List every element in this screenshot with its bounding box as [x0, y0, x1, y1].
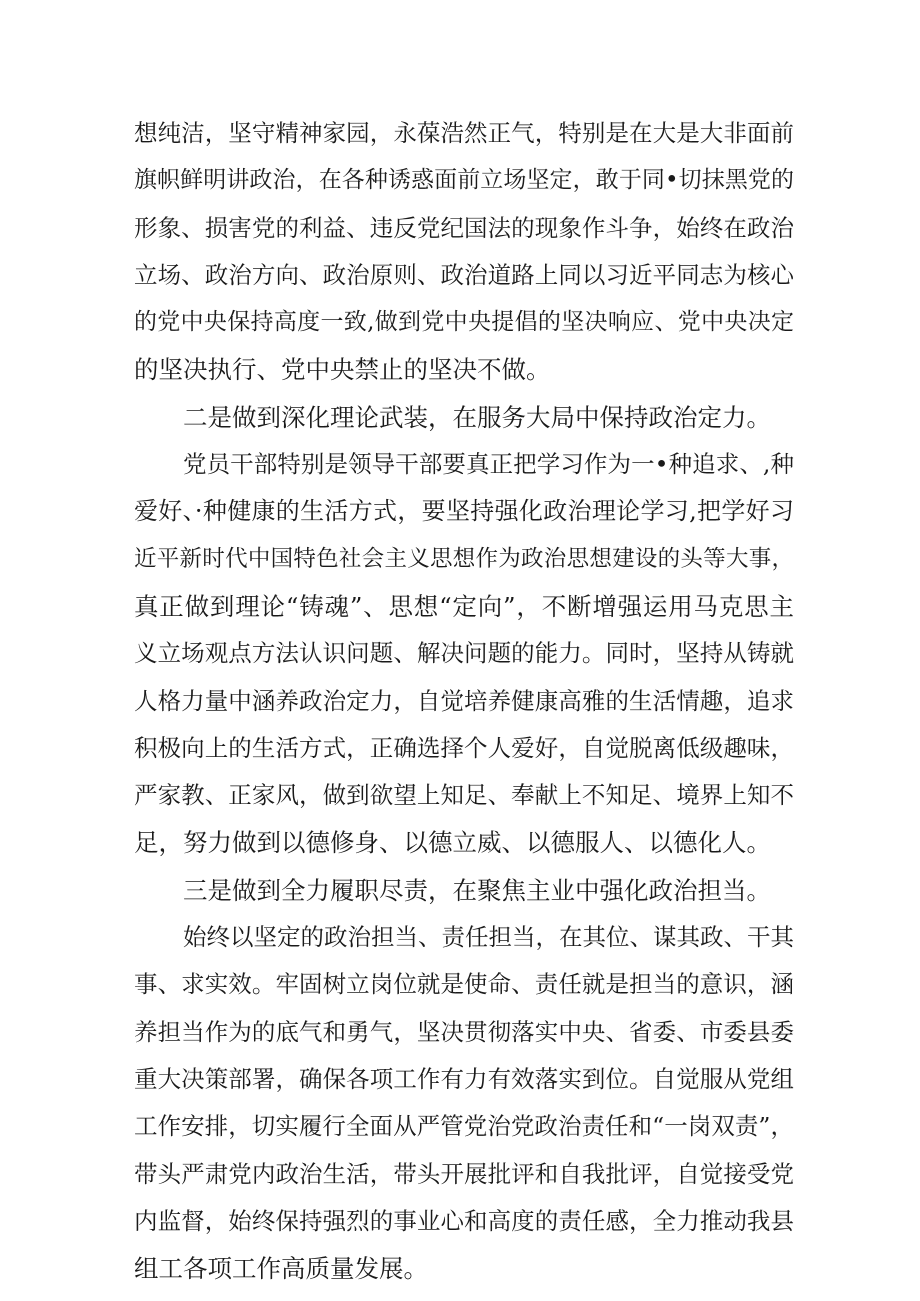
text-line: 义立场观点方法认识问题、解决问题的能力。同时，坚持从铸就 — [134, 639, 794, 668]
text-line: 工作安排，切实履行全面从严管党治党政治责任和“一岗双责”， — [134, 1112, 794, 1141]
text-line: 形象、损害党的利益、违反党纪国法的现象作斗争，始终在政治 — [134, 213, 794, 242]
text-line: 积极向上的生活方式，正确选择个人爱好，自觉脱离低级趣味， — [134, 733, 794, 762]
text-line: 三是做到全力履职尽责，在聚焦主业中强化政治担当。 — [183, 875, 771, 905]
text-line: 养担当作为的底气和勇气，坚决贯彻落实中央、省委、市委县委 — [134, 1017, 794, 1046]
text-line: 二是做到深化理论武装，在服务大局中保持政治定力。 — [183, 402, 771, 432]
text-line: 旗帜鲜明讲政治，在各种诱惑面前立场坚定，敢于同•切抹黑党的 — [134, 167, 794, 194]
text-line: 真正做到理论“铸魂”、思想“定向”，不断增强运用马克思主 — [134, 591, 794, 621]
text-line: 始终以坚定的政治担当、责任担当，在其位、谋其政、干其 — [183, 923, 794, 952]
body-text — [134, 110, 794, 1292]
text-line: 的坚决执行、党中央禁止的坚决不做。 — [134, 355, 551, 385]
text-line: 近平新时代中国特色社会主义思想作为政治思想建设的头等大事， — [134, 545, 794, 572]
text-line: 的党中央保持高度一致,做到党中央提倡的坚决响应、党中央决定 — [134, 309, 794, 336]
text-line: 重大决策部署，确保各项工作有力有效落实到位。自觉服从党组 — [134, 1064, 794, 1093]
text-line: 想纯洁，坚守精神家园，永葆浩然正气，特别是在大是大非面前 — [134, 119, 794, 147]
text-line: 爱好、·种健康的生活方式，要坚持强化政治理论学习,把学好习 — [134, 497, 794, 526]
text-line: 严家教、正家风，做到欲望上知足、奉献上不知足、境界上知不 — [134, 781, 794, 810]
text-line: 内监督，始终保持强烈的事业心和高度的责任感，全力推动我县 — [134, 1206, 794, 1235]
text-line: 事、求实效。牢固树立岗位就是使命、责任就是担当的意识，涵 — [134, 970, 794, 999]
text-line: 带头严肃党内政治生活，带头开展批评和自我批评，自觉接受党 — [134, 1159, 794, 1188]
text-line: 足，努力做到以德修身、以德立威、以德服人、以德化人。 — [134, 828, 771, 858]
text-line: 党员干部特别是领导干部要真正把学习作为一•种追求、,种 — [183, 450, 794, 479]
text-line: 立场、政治方向、政治原则、政治道路上同以习近平同志为核心 — [134, 260, 794, 289]
text-line: 人格力量中涵养政治定力，自觉培养健康高雅的生活情趣，追求 — [134, 686, 794, 715]
text-line: 组工各项工作高质量发展。 — [134, 1254, 428, 1284]
